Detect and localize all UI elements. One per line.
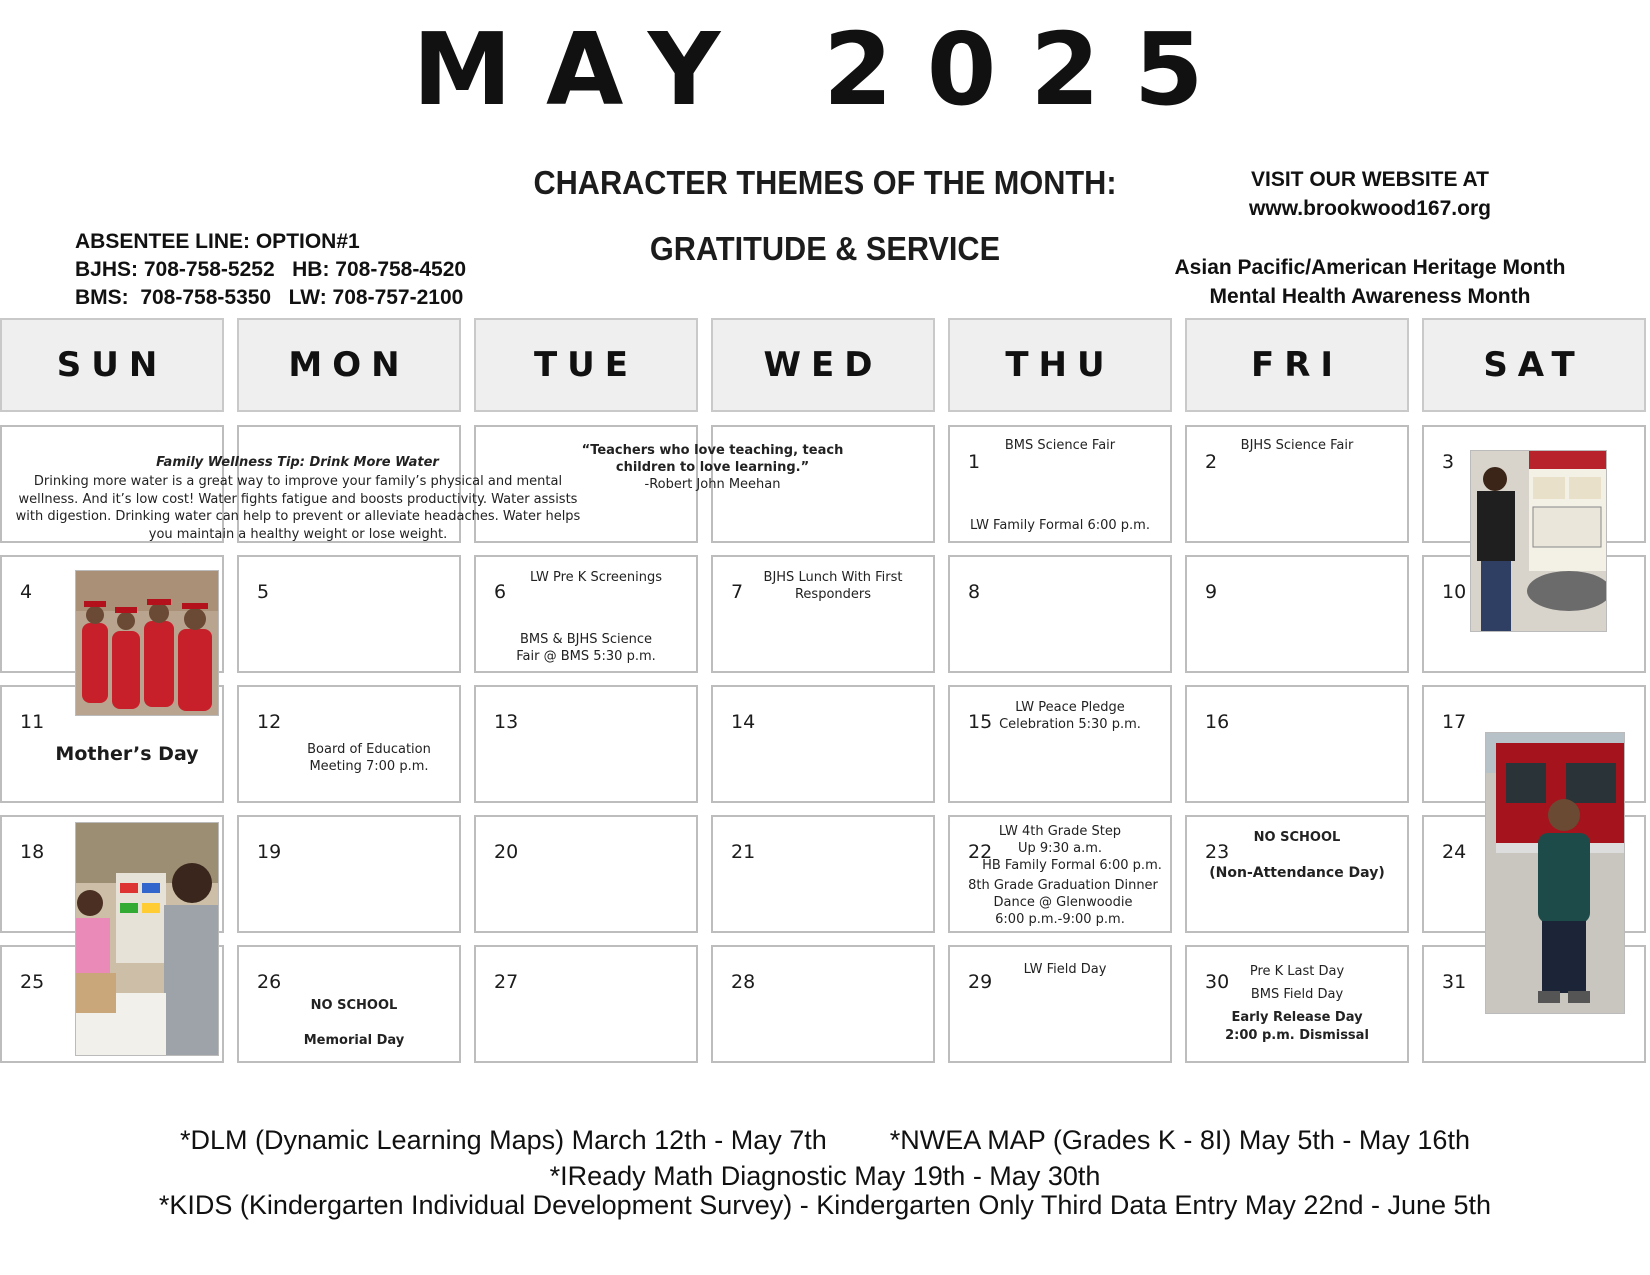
event-text: Memorial Day: [303, 1033, 405, 1048]
day-number: 13: [494, 711, 519, 733]
day-number: 18: [20, 841, 45, 863]
event-text: Pre K Last Day: [1249, 964, 1345, 979]
day-number: 31: [1442, 971, 1467, 993]
day-cell-21[interactable]: [711, 815, 935, 933]
event-text: BJHS Lunch With First Responders: [763, 570, 903, 602]
event-text: BMS & BJHS Science Fair @ BMS 5:30 p.m.: [516, 632, 656, 664]
classroom-photo: [75, 822, 219, 1056]
day-number: 25: [20, 971, 45, 993]
footer-line-1: [0, 1125, 1650, 1156]
day-number: 1: [968, 451, 981, 473]
day-cell-27[interactable]: [474, 945, 698, 1063]
event-text: Early Release Day: [1231, 1010, 1363, 1025]
absentee-line: ABSENTEE LINE: OPTION#1: [75, 230, 360, 253]
footer-dlm: *DLM (Dynamic Learning Maps) March 12th - May 7th: [180, 1125, 827, 1155]
weekday-tue: TUE: [474, 318, 698, 412]
event-text: (Non-Attendance Day): [1209, 865, 1385, 881]
day-cell-16[interactable]: [1185, 685, 1409, 803]
website-label: VISIT OUR WEBSITE AT: [1250, 168, 1489, 191]
day-cell-6[interactable]: [474, 555, 698, 673]
day-cell-20[interactable]: [474, 815, 698, 933]
day-number: 12: [257, 711, 282, 733]
event-text: LW Peace Pledge Celebration 5:30 p.m.: [999, 700, 1141, 732]
event-text: BMS Field Day: [1250, 987, 1344, 1002]
day-number: 5: [257, 581, 270, 603]
day-cell-12[interactable]: [237, 685, 461, 803]
day-number: 20: [494, 841, 519, 863]
quote-author: -Robert John Meehan: [644, 477, 781, 492]
day-cell-9[interactable]: [1185, 555, 1409, 673]
event-text: NO SCHOOL: [1253, 830, 1341, 845]
quote-text: “Teachers who love teaching, teach children to love learning.”: [581, 443, 844, 475]
day-cell-26[interactable]: [237, 945, 461, 1063]
day-number: 24: [1442, 841, 1467, 863]
event-text: 8th Grade Graduation Dinner Dance @ Glenwoodie: [968, 878, 1158, 910]
event-text: 6:00 p.m.-9:00 p.m.: [995, 912, 1125, 927]
day-cell-1[interactable]: [948, 425, 1172, 543]
weekday-sat: SAT: [1422, 318, 1646, 412]
quote: [560, 442, 865, 493]
day-number: 15: [968, 711, 993, 733]
day-number: 11: [20, 711, 45, 733]
event-text: LW Family Formal 6:00 p.m.: [970, 518, 1150, 533]
footer-line-2: *IReady Math Diagnostic May 19th - May 30th: [549, 1161, 1101, 1191]
day-number: 9: [1205, 581, 1218, 603]
event-text: HB Family Formal 6:00 p.m.: [982, 858, 1162, 873]
day-number: 6: [494, 581, 507, 603]
day-number: 17: [1442, 711, 1467, 733]
event-text: 2:00 p.m. Dismissal: [1225, 1028, 1369, 1043]
day-cell-14[interactable]: [711, 685, 935, 803]
day-cell-29[interactable]: [948, 945, 1172, 1063]
graduation-photo: [75, 570, 219, 716]
science-fair-photo: [1470, 450, 1607, 632]
day-number: 21: [731, 841, 756, 863]
day-cell-13[interactable]: [474, 685, 698, 803]
day-number: 27: [494, 971, 519, 993]
day-number: 22: [968, 841, 993, 863]
theme-value: GRATITUDE & SERVICE: [649, 230, 1001, 267]
day-cell-30[interactable]: [1185, 945, 1409, 1063]
wellness-tip-title: Family Wellness Tip: Drink More Water: [156, 455, 439, 470]
event-text: BMS Science Fair: [1004, 438, 1116, 453]
event-text: NO SCHOOL: [310, 998, 398, 1013]
day-cell-8[interactable]: [948, 555, 1172, 673]
day-cell-2[interactable]: [1185, 425, 1409, 543]
day-cell-28[interactable]: [711, 945, 935, 1063]
weekday-thu: THU: [948, 318, 1172, 412]
observance-heritage: Asian Pacific/American Heritage Month: [1174, 256, 1566, 279]
weekday-mon: MON: [237, 318, 461, 412]
day-number: 23: [1205, 841, 1230, 863]
fire-truck-photo: [1485, 732, 1625, 1014]
day-number: 2: [1205, 451, 1218, 473]
day-cell-22[interactable]: [948, 815, 1172, 933]
event-text: LW Pre K Screenings: [529, 570, 663, 585]
absentee-phones-1: BJHS: 708-758-5252 HB: 708-758-4520: [75, 258, 467, 281]
event-text: LW Field Day: [1023, 962, 1107, 977]
observance-mental-health: Mental Health Awareness Month: [1209, 285, 1531, 308]
day-cell-5[interactable]: [237, 555, 461, 673]
day-cell-7[interactable]: [711, 555, 935, 673]
day-number: 10: [1442, 581, 1467, 603]
day-cell-23[interactable]: [1185, 815, 1409, 933]
event-text: BJHS Science Fair: [1240, 438, 1354, 453]
footer-nwea: *NWEA MAP (Grades K - 8I) May 5th - May 16th: [889, 1125, 1470, 1155]
day-cell-19[interactable]: [237, 815, 461, 933]
absentee-phones-2: BMS: 708-758-5350 LW: 708-757-2100: [75, 286, 464, 309]
day-number: 19: [257, 841, 282, 863]
mothers-day-label: Mother’s Day: [55, 743, 199, 765]
website-url[interactable]: www.brookwood167.org: [1249, 197, 1491, 220]
weekday-wed: WED: [711, 318, 935, 412]
day-number: 16: [1205, 711, 1230, 733]
weekday-fri: FRI: [1185, 318, 1409, 412]
day-number: 26: [257, 971, 282, 993]
day-number: 28: [731, 971, 756, 993]
wellness-tip-body: Drinking more water is a great way to improve your family’s physical and mental wellness. And it’s low cost! Water fights fatigue and boosts productivity. Water assists with digestion. Drinking water can help to prevent or alleviate headaches. Water helps you maintain a healthy weight or lose weight.: [15, 474, 581, 542]
weekday-sun: SUN: [0, 318, 224, 412]
day-number: 29: [968, 971, 993, 993]
day-number: 8: [968, 581, 981, 603]
day-number: 14: [731, 711, 756, 733]
day-number: 3: [1442, 451, 1455, 473]
footer-line-3: *KIDS (Kindergarten Individual Development Survey) - Kindergarten Only Third Data Entry May 22nd - June 5th: [158, 1190, 1492, 1220]
theme-heading: CHARACTER THEMES OF THE MONTH:: [533, 164, 1117, 201]
day-number: 7: [731, 581, 744, 603]
day-number: 30: [1205, 971, 1230, 993]
day-number: 4: [20, 581, 33, 603]
event-text: LW 4th Grade Step Up 9:30 a.m.: [998, 824, 1122, 856]
day-cell-15[interactable]: [948, 685, 1172, 803]
event-text: Board of Education Meeting 7:00 p.m.: [307, 742, 431, 774]
calendar-title: MAY 2025: [412, 11, 1238, 128]
